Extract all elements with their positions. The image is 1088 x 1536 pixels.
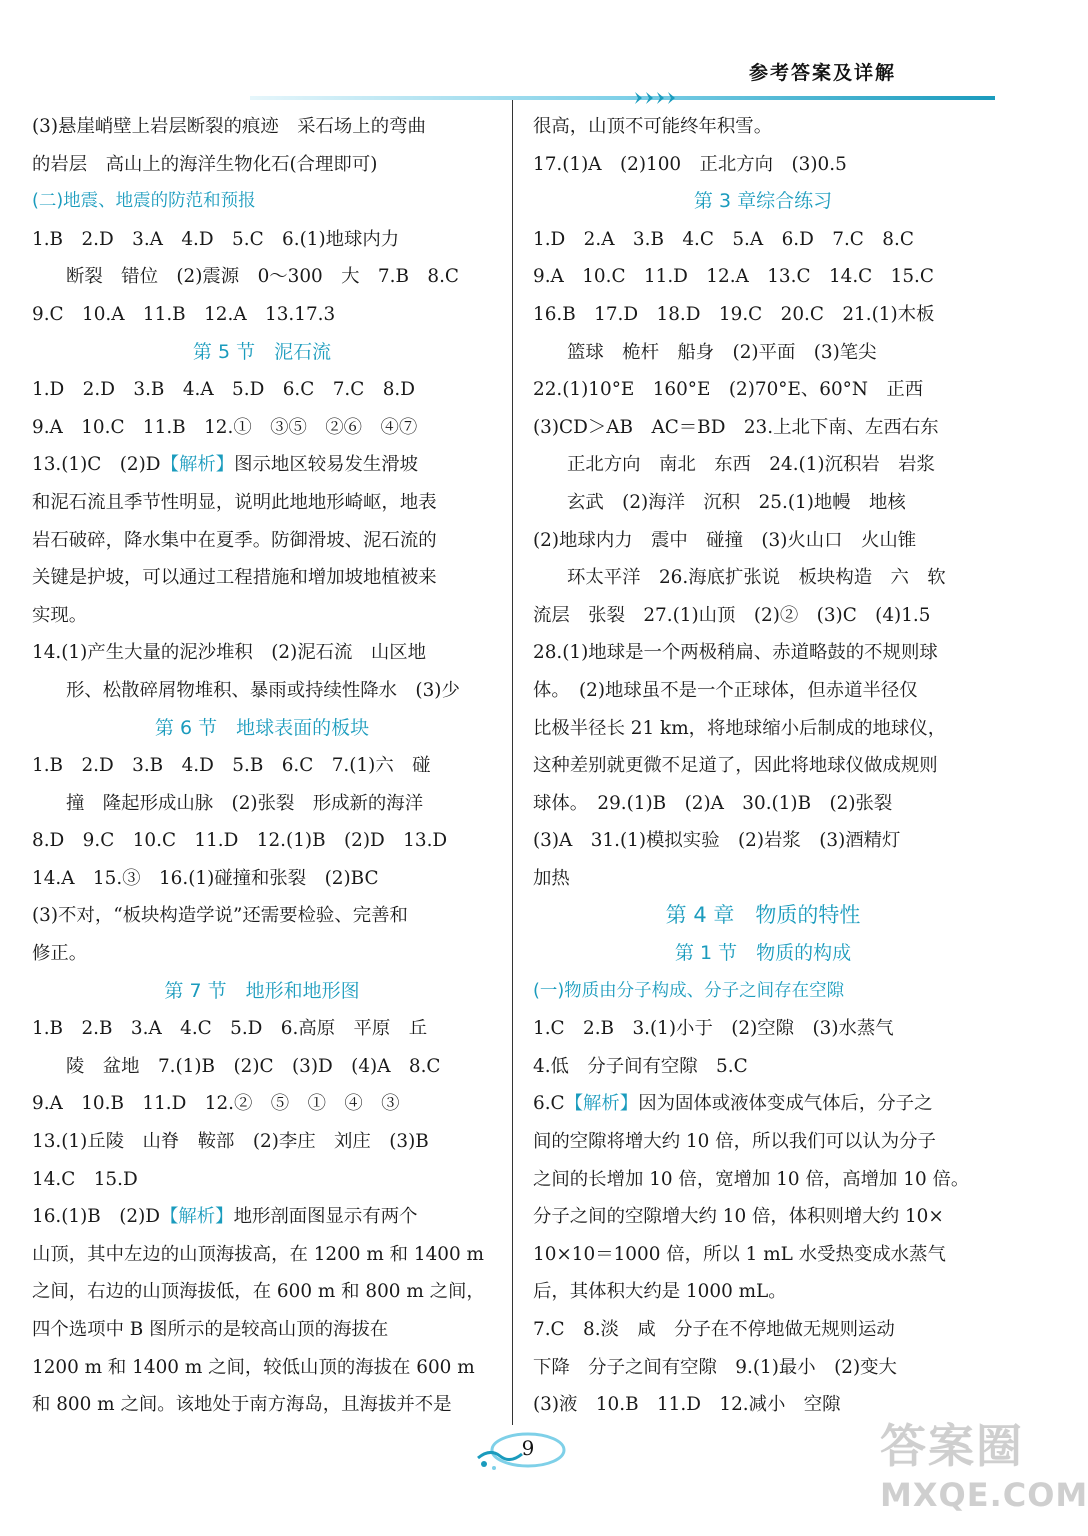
answer-line: (3)悬崖峭壁上岩层断裂的痕迹 采石场上的弯曲 — [32, 116, 426, 137]
answer-line: 7.C 8.淡 咸 分子在不停地做无规则运动 — [533, 1319, 895, 1340]
answer-line: 4.低 分子间有空隙 5.C — [533, 1055, 748, 1077]
analysis-text: 地形剖面图显示有两个 — [233, 1206, 418, 1228]
answer-line: 14.A 15.③ 16.(1)碰撞和张裂 (2)BC — [32, 867, 379, 889]
answer-line: 实现。 — [32, 604, 88, 626]
answer-text: 16.(1)B (2)D — [32, 1206, 160, 1228]
answer-line: 9.C 10.A 11.B 12.A 13.17.3 — [32, 303, 336, 325]
answer-line: 形、松散碎屑物堆积、暴雨或持续性降水 (3)少 — [66, 679, 460, 701]
answer-line: (3)不对，“板块构造学说”还需要检验、完善和 — [32, 905, 408, 927]
answer-line: 9.A 10.C 11.B 12.① ③⑤ ②⑥ ④⑦ — [32, 416, 418, 438]
answer-line: 9.A 10.B 11.D 12.② ⑤ ① ④ ③ — [32, 1093, 400, 1115]
analysis-label: 【解析】 — [160, 1206, 234, 1228]
answer-line: 16.B 17.D 18.D 19.C 20.C 21.(1)木板 — [533, 303, 935, 325]
answer-line: 球体。 29.(1)B (2)A 30.(1)B (2)张裂 — [533, 792, 893, 814]
answer-line: 陵 盆地 7.(1)B (2)C (3)D (4)A 8.C — [66, 1055, 441, 1077]
answer-text: 13.(1)C (2)D — [32, 454, 161, 476]
analysis-label: 【解析】 — [564, 1093, 639, 1115]
answer-text: 6.C — [533, 1093, 565, 1115]
answer-line: 撞 隆起形成山脉 (2)张裂 形成新的海洋 — [66, 792, 424, 814]
answer-line: 后，其体积大约是 1000 mL。 — [533, 1281, 787, 1303]
analysis-label: 【解析】 — [160, 454, 235, 476]
answer-line: 1.C 2.B 3.(1)小于 (2)空隙 (3)水蒸气 — [533, 1018, 894, 1040]
section-heading: 第 7 节 地形和地形图 — [164, 979, 360, 1002]
answer-line: 玄武 (2)海洋 沉积 25.(1)地幔 地核 — [567, 491, 906, 513]
answer-line: 8.D 9.C 10.C 11.D 12.(1)B (2)D 13.D — [32, 830, 448, 852]
answer-line — [533, 1085, 993, 1123]
answer-line: 1200 m 和 1400 m 之间，较低山顶的海拔在 600 m — [32, 1356, 475, 1378]
answer-line: 28.(1)地球是一个两极稍扁、赤道略鼓的不规则球 — [533, 642, 938, 664]
answer-line: (3)液 10.B 11.D 12.减小 空隙 — [533, 1394, 841, 1416]
answer-line: 和 800 m 之间。该地处于南方海岛，且海拔并不是 — [32, 1394, 452, 1416]
answer-line: 篮球 桅杆 船身 (2)平面 (3)笔尖 — [567, 341, 877, 363]
answer-line: 9.A 10.C 11.D 12.A 13.C 14.C 15.C — [533, 266, 934, 288]
analysis-text: 图示地区较易发生滑坡 — [234, 454, 419, 476]
page-number: 9 — [521, 1436, 535, 1460]
answer-line: (2)地球内力 震中 碰撞 (3)火山口 火山锥 — [533, 529, 917, 551]
left-column — [32, 108, 492, 1424]
answer-line — [32, 446, 492, 484]
answer-line: 流层 张裂 27.(1)山顶 (2)② (3)C (4)1.5 — [533, 604, 931, 626]
section-heading: 第 6 节 地球表面的板块 — [154, 716, 370, 739]
subsection-heading: (二)地震、地震的防范和预报 — [32, 191, 256, 212]
answer-line: 很高，山顶不可能终年积雪。 — [533, 116, 773, 137]
answer-line: 14.(1)产生大量的泥沙堆积 (2)泥石流 山区地 — [32, 642, 426, 664]
answer-line: 1.B 2.B 3.A 4.C 5.D 6.高原 平原 丘 — [32, 1018, 428, 1040]
header-title: 参考答案及详解 — [748, 62, 896, 84]
answer-line: 14.C 15.D — [32, 1168, 138, 1190]
answer-line: 22.(1)10°E 160°E (2)70°E、60°N 正西 — [533, 379, 924, 401]
answer-line: 正北方向 南北 东西 24.(1)沉积岩 岩浆 — [567, 454, 935, 476]
answer-line: 10×10＝1000 倍，所以 1 mL 水受热变成水蒸气 — [533, 1243, 946, 1265]
answer-line: 17.(1)A (2)100 正北方向 (3)0.5 — [533, 153, 847, 175]
answer-line: 四个选项中 B 图所示的是较高山顶的海拔在 — [32, 1319, 389, 1340]
answer-line: 山顶，其中左边的山顶海拔高，在 1200 m 和 1400 m — [32, 1243, 484, 1265]
answer-line: 1.D 2.A 3.B 4.C 5.A 6.D 7.C 8.C — [533, 228, 914, 250]
section-heading: 第 5 节 泥石流 — [192, 340, 332, 363]
header-decoration — [250, 92, 995, 104]
answer-line: 和泥石流且季节性明显，说明此地地形崎岖，地表 — [32, 491, 437, 513]
answer-line: 关键是护坡，可以通过工程措施和增加坡地植被来 — [32, 567, 437, 589]
answer-line: 加热 — [533, 867, 570, 889]
subsection-heading: (一)物质由分子构成、分子之间存在空隙 — [533, 980, 845, 1001]
answer-line: 1.B 2.D 3.B 4.D 5.B 6.C 7.(1)六 碰 — [32, 755, 431, 777]
answer-line: 之间，右边的山顶海拔低，在 600 m 和 800 m 之间， — [32, 1281, 485, 1303]
answer-line: 分子之间的空隙增大约 10 倍，体积则增大约 10× — [533, 1206, 944, 1228]
section-heading: 第 3 章综合练习 — [693, 190, 833, 213]
answer-line: 这种差别就更微不足道了，因此将地球仪做成规则 — [533, 755, 938, 777]
answer-line: (3)A 31.(1)模拟实验 (2)岩浆 (3)酒精灯 — [533, 830, 901, 852]
answer-line: 断裂 错位 (2)震源 0～300 大 7.B 8.C — [66, 266, 460, 288]
answer-line: 之间的长增加 10 倍，宽增加 10 倍，高增加 10 倍。 — [533, 1168, 970, 1190]
answer-line: 修正。 — [32, 943, 88, 965]
answer-line: 1.B 2.D 3.A 4.D 5.C 6.(1)地球内力 — [32, 228, 400, 250]
analysis-text: 因为固体或液体变成气体后，分子之 — [638, 1093, 933, 1115]
section-heading: 第 4 章 物质的特性 — [665, 903, 861, 928]
watermark-logo: 答案圈 MXQE.COM — [880, 1419, 1088, 1514]
answer-line: 岩石破碎，降水集中在夏季。防御滑坡、泥石流的 — [32, 529, 437, 551]
answer-line: 下降 分子之间有空隙 9.(1)最小 (2)变大 — [533, 1356, 897, 1378]
section-heading: 第 1 节 物质的构成 — [674, 942, 852, 965]
answer-line: 体。 (2)地球虽不是一个正球体，但赤道半径仅 — [533, 679, 918, 701]
answer-line: 的岩层 高山上的海洋生物化石(合理即可) — [32, 153, 378, 175]
right-column — [533, 108, 993, 1424]
answer-line: 间的空隙将增大约 10 倍，所以我们可以认为分子 — [533, 1131, 936, 1153]
answer-line: 比极半径长 21 km，将地球缩小后制成的地球仪， — [533, 717, 947, 739]
answer-line: (3)CD＞AB AC＝BD 23.上北下南、左西右东 — [533, 416, 939, 438]
answer-line: 环太平洋 26.海底扩张说 板块构造 六 软 — [567, 567, 946, 589]
answer-line: 13.(1)丘陵 山脊 鞍部 (2)李庄 刘庄 (3)B — [32, 1131, 429, 1153]
answer-line: 1.D 2.D 3.B 4.A 5.D 6.C 7.C 8.D — [32, 379, 416, 401]
column-divider — [512, 100, 513, 1425]
answer-line — [32, 1198, 492, 1236]
